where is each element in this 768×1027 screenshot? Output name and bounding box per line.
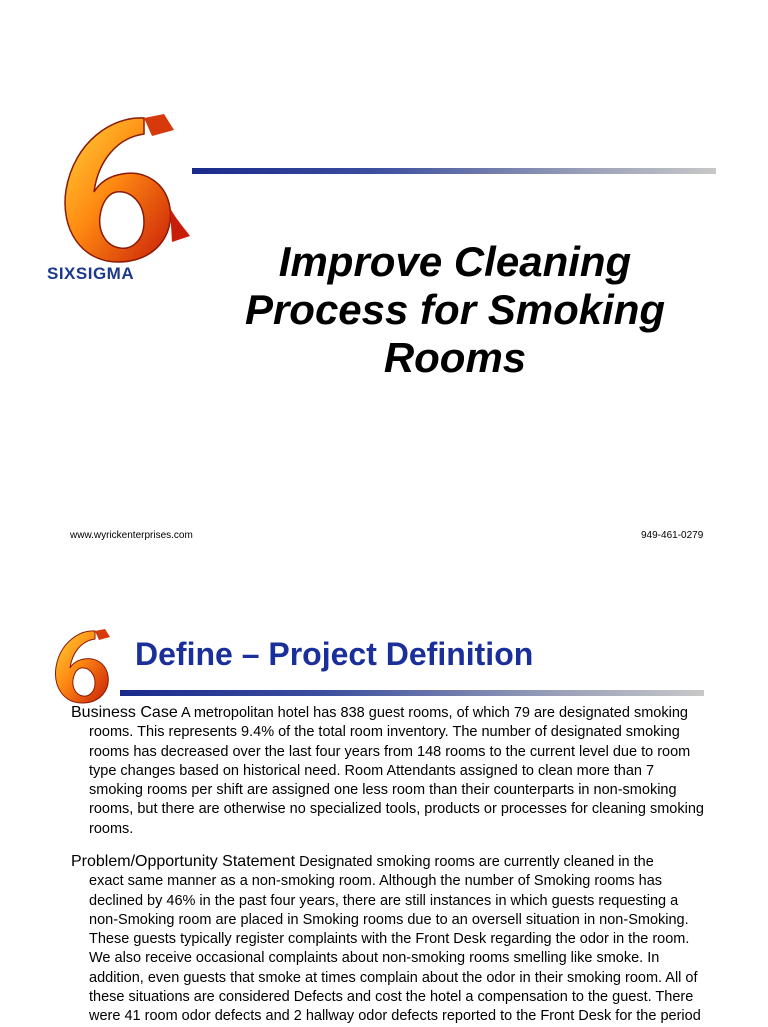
header-rule bbox=[192, 168, 716, 174]
paragraph-line: exact same manner as a non-smoking room. Although the number of Smoking rooms has bbox=[89, 873, 663, 890]
paragraph-line: declined by 46% in the past four years, there are still instances in which guests requesting a bbox=[89, 892, 679, 909]
phone-number: 949-461-0279 bbox=[641, 530, 704, 541]
paragraph-line: Problem/Opportunity Statement Designated smoking rooms are currently cleaned in the bbox=[71, 853, 654, 870]
title-line: Improve Cleaning bbox=[278, 238, 632, 285]
paragraph-line: these situations are considered Defects and cost the hotel a compensation to the guest. There bbox=[89, 989, 694, 1006]
business-case-paragraph bbox=[71, 703, 711, 839]
paragraph-line: rooms. This represents 9.4% of the total room inventory. The number of designated smoking bbox=[89, 724, 680, 741]
six-sigma-logo-icon bbox=[48, 628, 120, 708]
slide-title bbox=[200, 238, 710, 382]
section-heading: Define – Project Definition bbox=[135, 636, 534, 672]
paragraph-line: type changes based on historical need. Room Attendants assigned to clean more than 7 bbox=[89, 762, 655, 779]
title-line: Rooms bbox=[383, 334, 527, 381]
header-rule bbox=[120, 690, 704, 696]
paragraph-line: rooms. bbox=[89, 820, 134, 837]
paragraph-line: These guests typically register complaints with the Front Desk regarding the odor in the room. bbox=[89, 931, 690, 948]
paragraph-line: We also receive occasional complaints about non-smoking rooms smelling like smoke. In bbox=[89, 950, 660, 967]
paragraph-line: rooms has decreased over the last four years from 148 rooms to the current level due to room bbox=[89, 743, 691, 760]
business-case-label: Business Case bbox=[71, 704, 178, 721]
paragraph-line: were 41 room odor defects and 2 hallway odor defects reported to the Front Desk for the period bbox=[89, 1008, 701, 1025]
six-sigma-logo-icon bbox=[52, 112, 192, 272]
paragraph-line: addition, even guests that smoke at times complain about the odor in their smoking room. All of bbox=[89, 969, 698, 986]
paragraph-line: Business Case A metropolitan hotel has 838 guest rooms, of which 79 are designated smoking bbox=[71, 704, 688, 721]
paragraph-line: smoking rooms per shift are assigned one less room than their counterparts in non-smoking bbox=[89, 782, 677, 799]
paragraph-line: rooms, but there are otherwise no specialized tools, products or processes for cleaning smoking bbox=[89, 801, 704, 818]
title-line: Process for Smoking bbox=[244, 286, 666, 333]
website-url: www.wyrickenterprises.com bbox=[70, 530, 193, 541]
problem-statement-label: Problem/Opportunity Statement bbox=[71, 853, 296, 870]
paragraph-line: non-Smoking room are placed in Smoking rooms due to an oversell situation in non-Smoking. bbox=[89, 911, 689, 928]
problem-statement-paragraph bbox=[71, 852, 711, 1027]
brand-wordmark: SIXSIGMA bbox=[47, 264, 135, 283]
